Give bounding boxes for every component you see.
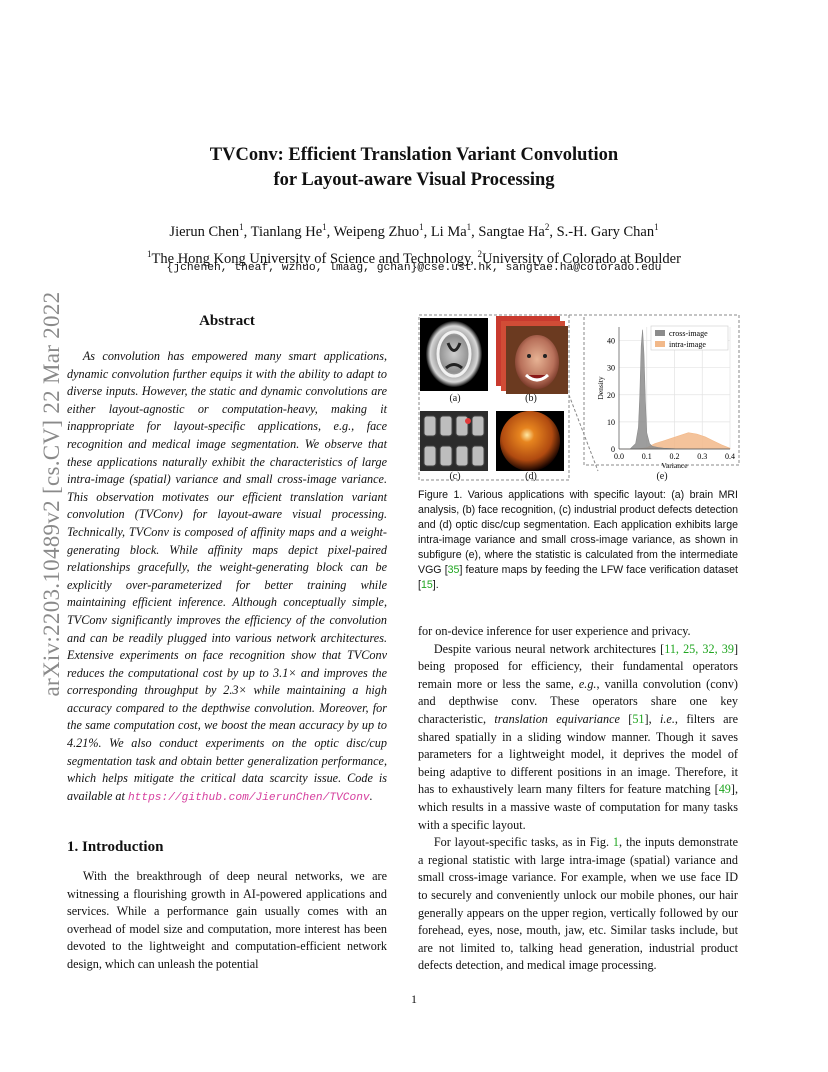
y-tick-label: 0 — [611, 445, 615, 454]
label-a: (a) — [449, 393, 461, 404]
figure-1 — [418, 313, 740, 485]
y-tick-label: 30 — [607, 363, 615, 373]
y-tick-label: 10 — [607, 417, 615, 427]
emails: {jcheneh, theaf, wzhuo, lmaag, gchan}@cse.ust.hk, sangtae.ha@colorado.edu — [166, 262, 662, 274]
face-images — [496, 316, 568, 394]
legend-swatch — [655, 330, 665, 336]
author-name: Jierun Chen — [169, 223, 240, 240]
x-tick-label: 0.2 — [669, 452, 680, 461]
code-link[interactable]: https://github.com/JierunChen/TVConv — [127, 791, 370, 804]
abstract-heading: Abstract — [199, 313, 255, 329]
x-tick-label: 0.3 — [697, 452, 708, 461]
author-name: S.-H. Gary Chan — [556, 223, 655, 240]
author-name: Tianlang He — [250, 223, 323, 240]
author-name: Li Ma — [430, 223, 467, 240]
arxiv-stamp: arXiv:2203.10489v2 [cs.CV] 22 Mar 2022 — [39, 291, 64, 697]
abstract-text: As convolution has empowered many smart applications, dynamic convolution further equips it with the ability to adapt to diverse inputs. However, the static and dynamic convolutions are either layout-agnostic or computation-heavy, making it inappropriate for layout-specific applications, e.g., face recognition and medical image segmentation. We observe that these applications naturally exhibit the characteristics of large intra-image (spatial) variance and small cross-image variance. This observation motivates our efficient translation variant convolution (TVConv) for layout-aware visual processing. Technically, TVConv is composed of affinity maps and a weight-generating block. While affinity maps depict pixel-paired relationships gracefully, the weight-generating block can be explicitly over-parameterized for better training while maintaining efficient inference. Although conceptually simple, TVConv significantly improves the efficiency of the convolution and can be readily plugged into various network architectures. Extensive experiments on face recognition show that TVConv reduces the computational cost by up to 3.1× and improves the corresponding throughput by 2.3× while maintaining a high accuracy compared to the depthwise convolution. Moreover, for the same computation cost, we boost the mean accuracy by up to 4.21%. We also conduct experiments on the optic disc/cup segmentation task and obtain better generalization performance, which helps mitigate the critical data scarcity issue. Code is available at https://github.com/JierunChen/TVConv. — [67, 349, 387, 804]
affiliations: $^1$The Hong Kong University of Science and Technology, $^2$University of Colorado at Boulder — [147, 248, 681, 267]
figure-caption: Figure 1. Various applications with specific layout: (a) brain MRI analysis, (b) face recognition, (c) industrial product defects detection and (d) optic disc/cup segmentation. Each application exhibits large intra-image variance and small cross-image variance, as shown in subfigure (e), where the statistic is calculated from the intermediate VGG [35] feature maps by feeding the LFW face verification dataset [15]. — [418, 489, 738, 591]
right-column-text: for on-device inference for user experience and privacy. Despite various neural network architectures [11, 25, 32, 39] being proposed for efficiency, their fundamental operators remain more or less the same, e.g., vanilla convolution (conv) and depthwise conv. These operators share one key characteristic, translation equivariance [51], i.e., filters are shared spatially in a sliding window manner. Though it saves parameters for a lightweight model, it deprives the model of being adaptive to different positions in an image. Therefore, it has to exhaustively learn many filters for feature matching [49], which results in a massive waste of computation for many tasks with a specific layout. For layout-specific tasks, as in Fig. 1, the inputs demonstrate a regional statistic with large intra-image (spatial) variance and small cross-image variance. For example, when we use face ID to securely and conveniently unlock our mobile phones, our hair generally appears on the upper region, vertically followed by our forehead, eyes, nose, mouth, jaw, etc. Similar tasks include, but are not limited to, talking head generation, industrial product defects detection, and medical image processing. — [418, 624, 738, 973]
label-b: (b) — [525, 393, 537, 404]
author-list: Jierun Chen$^1$, Tianlang He$^1$, Weipeng Zhuo$^1$, Li Ma$^1$, Sangtae Ha$^2$, S.-H. Gary Chan$^1$ — [169, 222, 659, 240]
page-number: 1 — [411, 992, 417, 1006]
x-tick-label: 0.4 — [725, 452, 735, 461]
label-c: (c) — [449, 471, 461, 482]
author-name: Weipeng Zhuo — [333, 223, 420, 240]
legend-swatch — [655, 341, 665, 347]
intro-text: With the breakthrough of deep neural networks, we are witnessing a flourishing growth in AI-powered applications and services. While a performance gain usually comes with an overhead of model size and computation, more interest has been devoted to the lightweight and computation-efficient network design, which can unleash the potential — [67, 869, 387, 971]
y-tick-label: 20 — [607, 390, 615, 400]
legend-label: cross-image — [669, 329, 708, 338]
x-tick-label: 0.1 — [641, 452, 652, 461]
paper-title: TVConv: Efficient Translation Variant Convolution for Layout-aware Visual Processing — [209, 145, 619, 190]
y-tick-label: 40 — [607, 336, 615, 346]
optic-disc-image — [496, 411, 564, 471]
x-axis-label: Variance — [661, 461, 688, 470]
x-tick-label: 0.0 — [614, 452, 624, 461]
industrial-image — [420, 411, 488, 471]
author-name: Sangtae Ha — [478, 223, 545, 240]
variance-density-chart — [596, 326, 735, 470]
legend-label: intra-image — [669, 340, 706, 349]
brain-mri-image — [420, 318, 488, 391]
label-e: (e) — [656, 471, 668, 482]
label-d: (d) — [525, 471, 537, 482]
y-axis-label: Density — [596, 376, 605, 400]
intro-heading: 1. Introduction — [67, 839, 164, 855]
